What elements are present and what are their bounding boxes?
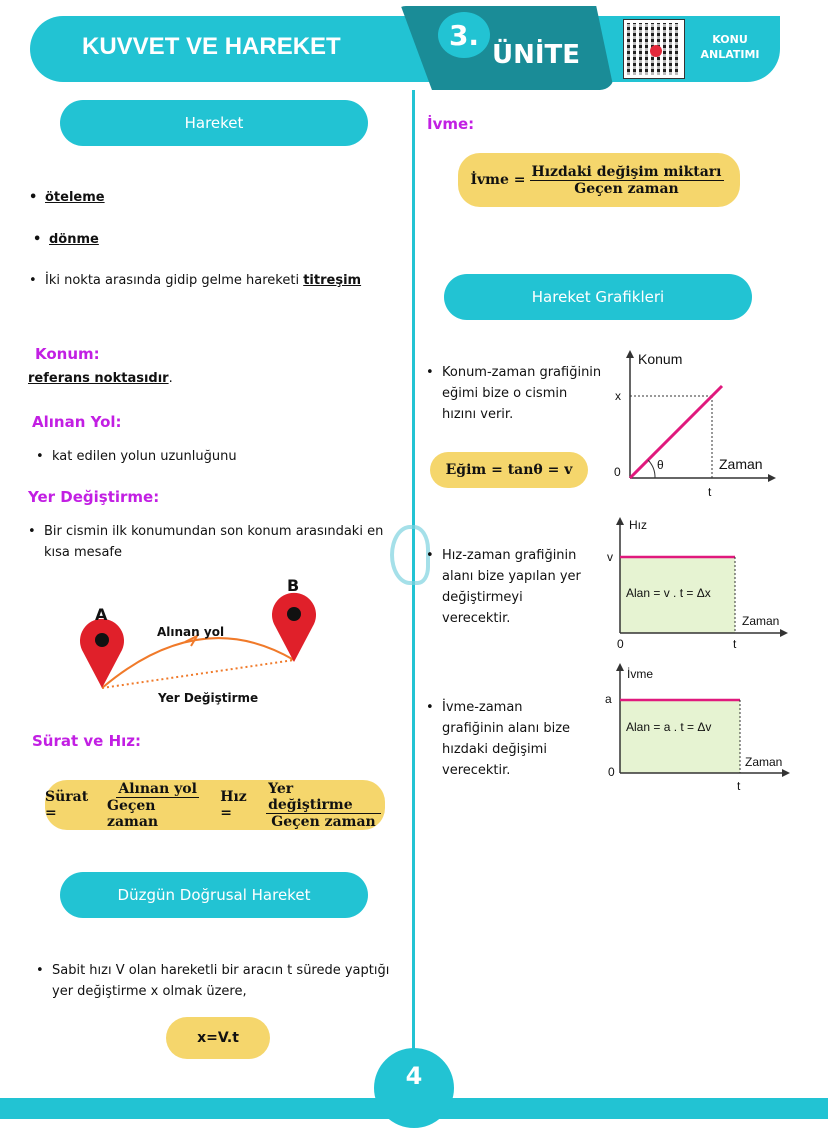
egim-formula: Eğim = tanθ = v: [430, 452, 588, 488]
surat-den: Geçen zaman: [107, 797, 159, 830]
g1-ylabel: Konum: [638, 351, 683, 367]
ivme-num: Hızdaki değişim miktarı: [531, 163, 722, 180]
surat-heading: Sürat ve Hız:: [32, 732, 141, 750]
pin-a-icon: [80, 619, 124, 688]
g2-origin: 0: [617, 637, 624, 651]
bullet-oteleme: • öteleme: [45, 187, 105, 208]
header-title: KUVVET VE HAREKET: [82, 33, 341, 60]
label-yer-degistirme: Yer Değiştirme: [158, 691, 259, 705]
g3-ylabel: İvme: [627, 667, 654, 681]
duzgun-formula: x=V.t: [166, 1017, 270, 1059]
g1-xvalue: t: [708, 485, 712, 499]
label-alinan-yol: Alınan yol: [157, 625, 225, 639]
section-hareket: Hareket: [60, 100, 368, 146]
yer-bullet: • Bir cismin ilk konumundan son konum arasındaki en kısa mesafe: [44, 521, 389, 563]
hiz-lhs: Hız =: [220, 789, 247, 821]
section-duzgun: Düzgün Doğrusal Hareket: [60, 872, 368, 918]
surat-fraction: [107, 781, 208, 830]
g1-text: • Konum-zaman grafiğinin eğimi bize o cismin hızını verir.: [442, 362, 602, 425]
unit-number: 3.: [438, 12, 490, 58]
g1-xlabel: Zaman: [719, 456, 763, 472]
path-curve: [102, 638, 294, 688]
hiz-num: Yer değiştirme: [266, 781, 381, 814]
g3-xlabel: Zaman: [745, 755, 783, 769]
displacement-diagram: [70, 570, 350, 710]
bullet-donme: • dönme: [49, 229, 99, 250]
bullet-text: İki nokta arasında gidip gelme hareketi: [45, 273, 304, 288]
g2-xlabel: Zaman: [742, 614, 780, 628]
bullet-titresim: [45, 270, 361, 291]
g3-xvalue: t: [737, 779, 741, 793]
g1-origin: 0: [614, 465, 621, 479]
ivme-heading: İvme:: [427, 115, 475, 133]
qr-play-icon: [650, 45, 662, 57]
surat-lhs: Sürat =: [45, 789, 89, 821]
head-watermark-icon: [390, 525, 430, 585]
surat-num: Alınan yol: [118, 780, 197, 797]
page-number: 4: [374, 1048, 454, 1128]
hiz-den: Geçen zaman: [271, 813, 376, 830]
g3-yvalue: a: [605, 692, 612, 706]
surat-formula: [45, 780, 385, 830]
g2-xvalue: t: [733, 637, 737, 651]
qr-label: KONU ANLATIMI: [700, 33, 760, 61]
unit-label: ÜNİTE: [492, 40, 581, 70]
ivme-fraction: [530, 164, 724, 197]
displacement-line: [102, 660, 294, 688]
duzgun-bullet: • Sabit hızı V olan hareketli bir aracın t sürede yaptığı yer değiştirme x olmak üzere,: [52, 960, 412, 1002]
g2-ylabel: Hız: [629, 518, 647, 532]
ivme-lhs: İvme =: [470, 172, 526, 188]
g2-yvalue: v: [607, 550, 613, 564]
g3-origin: 0: [608, 765, 615, 779]
qr-code[interactable]: [624, 20, 684, 78]
g3-area: Alan = a . t = Δv: [626, 720, 712, 734]
konum-text: referans noktasıdır.: [28, 371, 173, 386]
alinan-heading: Alınan Yol:: [32, 413, 122, 431]
g1-angle: θ: [657, 458, 664, 472]
g2-text: • Hız-zaman grafiğinin alanı bize yapılan yer değiştirmeyi verecektir.: [442, 545, 592, 629]
g2-area: Alan = v . t = Δx: [626, 586, 711, 600]
konum-line: [630, 386, 722, 478]
g1-yvalue: x: [615, 389, 621, 403]
alinan-bullet: • kat edilen yolun uzunluğunu: [52, 446, 237, 467]
label-a: A: [95, 605, 108, 624]
label-b: B: [287, 576, 300, 595]
konum-heading: Konum:: [35, 345, 100, 363]
yer-heading: Yer Değiştirme:: [28, 488, 160, 506]
hiz-fraction: [266, 781, 381, 830]
konum-bold: referans noktasıdır: [28, 371, 169, 386]
bullet-bold: titreşim: [303, 273, 362, 288]
ivme-formula: [458, 153, 740, 207]
ivme-den: Geçen zaman: [574, 180, 679, 197]
section-grafikler: Hareket Grafikleri: [444, 274, 752, 320]
g3-text: • İvme-zaman grafiğinin alanı bize hızdaki değişimi verecektir.: [442, 697, 582, 781]
